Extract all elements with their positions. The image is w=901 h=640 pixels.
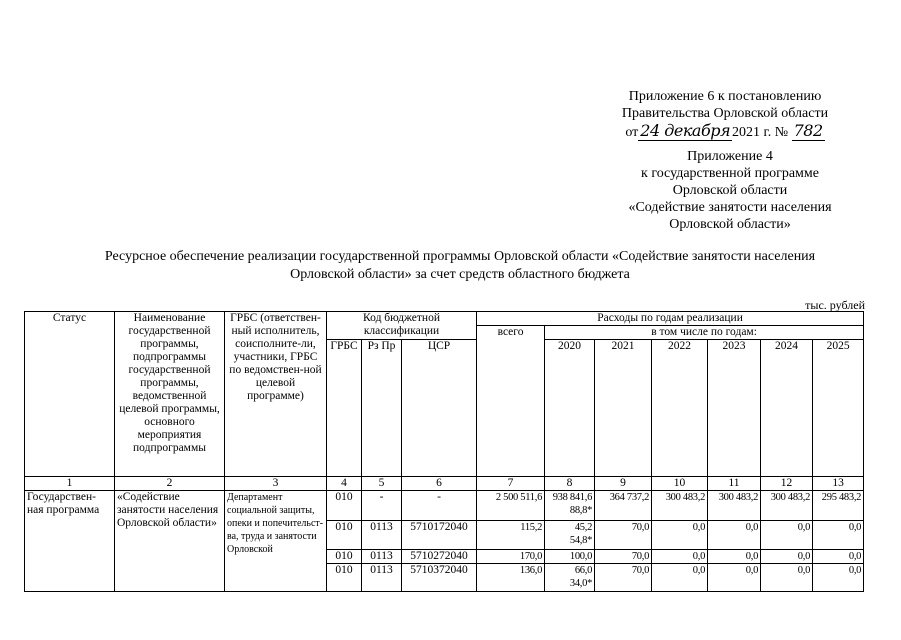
units-label: тыс. рублей <box>805 298 865 312</box>
col-num: 6 <box>402 477 477 491</box>
col-num: 10 <box>652 477 708 491</box>
cell-2022: 300 483,2 <box>652 491 708 521</box>
col-num: 2 <box>115 477 225 491</box>
cell-2021: 70,0 <box>595 550 652 564</box>
to-program-line: к государственной программе <box>641 166 819 181</box>
year-2020: 2020 <box>545 340 595 477</box>
col-num: 3 <box>225 477 327 491</box>
appendix-6-block <box>600 88 850 141</box>
cell-2025: 0,0 <box>813 550 864 564</box>
status-cell: Государствен-ная программа <box>25 491 115 592</box>
value-2020-extra: 34,0* <box>569 578 593 589</box>
cell-rzpr: 0113 <box>362 550 402 564</box>
year-2025: 2025 <box>813 340 864 477</box>
cell-2020: 100,0 <box>545 550 595 564</box>
cell-2025: 0,0 <box>813 564 864 592</box>
cell-2025: 295 483,2 <box>813 491 864 521</box>
cell-rzpr: 0113 <box>362 564 402 592</box>
title-line-2: Орловской области» за счет средств областного бюджета <box>290 267 630 282</box>
cell-2022: 0,0 <box>652 564 708 592</box>
document-title <box>60 248 860 284</box>
cell-grbs: 010 <box>327 491 362 521</box>
header-rzpr: Рз Пр <box>362 340 402 477</box>
header-code: Код бюджетной классификации <box>327 312 477 340</box>
cell-2023: 0,0 <box>708 521 761 550</box>
year-2024: 2024 <box>761 340 813 477</box>
cell-rzpr: 0113 <box>362 521 402 550</box>
cell-grbs: 010 <box>327 521 362 550</box>
col-num: 5 <box>362 477 402 491</box>
cell-total: 170,0 <box>477 550 545 564</box>
value-2020: 45,2 <box>574 522 593 533</box>
handwritten-number: 782 <box>793 121 823 140</box>
cell-total: 136,0 <box>477 564 545 592</box>
year-2022: 2022 <box>652 340 708 477</box>
header-incl: в том числе по годам: <box>545 326 864 340</box>
cell-2021: 70,0 <box>595 521 652 550</box>
program-name-line-2: Орловской области» <box>669 217 791 232</box>
program-name-line-1: «Содействие занятости населения <box>628 200 832 215</box>
cell-csr: 5710372040 <box>402 564 477 592</box>
col-num: 8 <box>545 477 595 491</box>
grbs-cell: Департамент социальной защиты, опеки и попечительст-ва, труда и занятости Орловской <box>225 491 327 592</box>
value-2020-extra: 88,8* <box>569 505 593 516</box>
header-expenses: Расходы по годам реализации <box>477 312 864 326</box>
header-status: Статус <box>25 312 115 477</box>
header-csr: ЦСР <box>402 340 477 477</box>
appendix-4-line: Приложение 4 <box>687 149 773 164</box>
col-num: 7 <box>477 477 545 491</box>
appendix-4-block <box>600 148 860 233</box>
header-name: Наименование государственной программы, подпрограммы государственной программы, ведомственной целевой программы, основного мероприятия подпрограммы <box>115 312 225 477</box>
cell-2020 <box>545 491 595 521</box>
from-label: от <box>625 125 639 140</box>
cell-2024: 0,0 <box>761 521 813 550</box>
col-num: 4 <box>327 477 362 491</box>
resource-table <box>24 311 864 592</box>
cell-csr: - <box>402 491 477 521</box>
cell-csr: 5710272040 <box>402 550 477 564</box>
year-2023: 2023 <box>708 340 761 477</box>
cell-total: 2 500 511,6 <box>477 491 545 521</box>
cell-rzpr: - <box>362 491 402 521</box>
value-2020: 938 841,6 <box>552 492 593 503</box>
column-number-row <box>25 477 864 491</box>
program-name-cell: «Содействие занятости населения Орловской области» <box>115 491 225 592</box>
header-grbs: ГРБС (ответствен-ный исполнитель, соисполните-ли, участники, ГРБС по ведомствен-ной целевой программе) <box>225 312 327 477</box>
header-total: всего <box>477 326 545 477</box>
cell-2021: 70,0 <box>595 564 652 592</box>
year-2021: 2021 <box>595 340 652 477</box>
cell-total: 115,2 <box>477 521 545 550</box>
year-label: 2021 г. № <box>732 125 789 140</box>
cell-2020 <box>545 564 595 592</box>
col-num: 1 <box>25 477 115 491</box>
value-2020: 66,0 <box>574 565 593 576</box>
cell-2023: 300 483,2 <box>708 491 761 521</box>
title-line-1: Ресурсное обеспечение реализации государственной программы Орловской области «Содействие занятости населения <box>104 249 816 264</box>
cell-2022: 0,0 <box>652 550 708 564</box>
decree-date-line <box>600 122 850 141</box>
cell-2024: 300 483,2 <box>761 491 813 521</box>
cell-2021: 364 737,2 <box>595 491 652 521</box>
cell-2025: 0,0 <box>813 521 864 550</box>
cell-grbs: 010 <box>327 564 362 592</box>
col-num: 12 <box>761 477 813 491</box>
value-2020-extra: 54,8* <box>569 535 593 546</box>
region-line: Орловской области <box>672 183 788 198</box>
cell-grbs: 010 <box>327 550 362 564</box>
government-line: Правительства Орловской области <box>621 106 829 121</box>
cell-2023: 0,0 <box>708 550 761 564</box>
header-grbs-short: ГРБС <box>327 340 362 477</box>
table-row <box>25 491 864 521</box>
col-num: 11 <box>708 477 761 491</box>
col-num: 9 <box>595 477 652 491</box>
appendix-6-line: Приложение 6 к постановлению <box>628 89 822 104</box>
col-num: 13 <box>813 477 864 491</box>
handwritten-date: 24 декабря <box>640 121 731 140</box>
cell-2022: 0,0 <box>652 521 708 550</box>
cell-2024: 0,0 <box>761 564 813 592</box>
cell-2020 <box>545 521 595 550</box>
cell-csr: 5710172040 <box>402 521 477 550</box>
cell-2024: 0,0 <box>761 550 813 564</box>
cell-2023: 0,0 <box>708 564 761 592</box>
